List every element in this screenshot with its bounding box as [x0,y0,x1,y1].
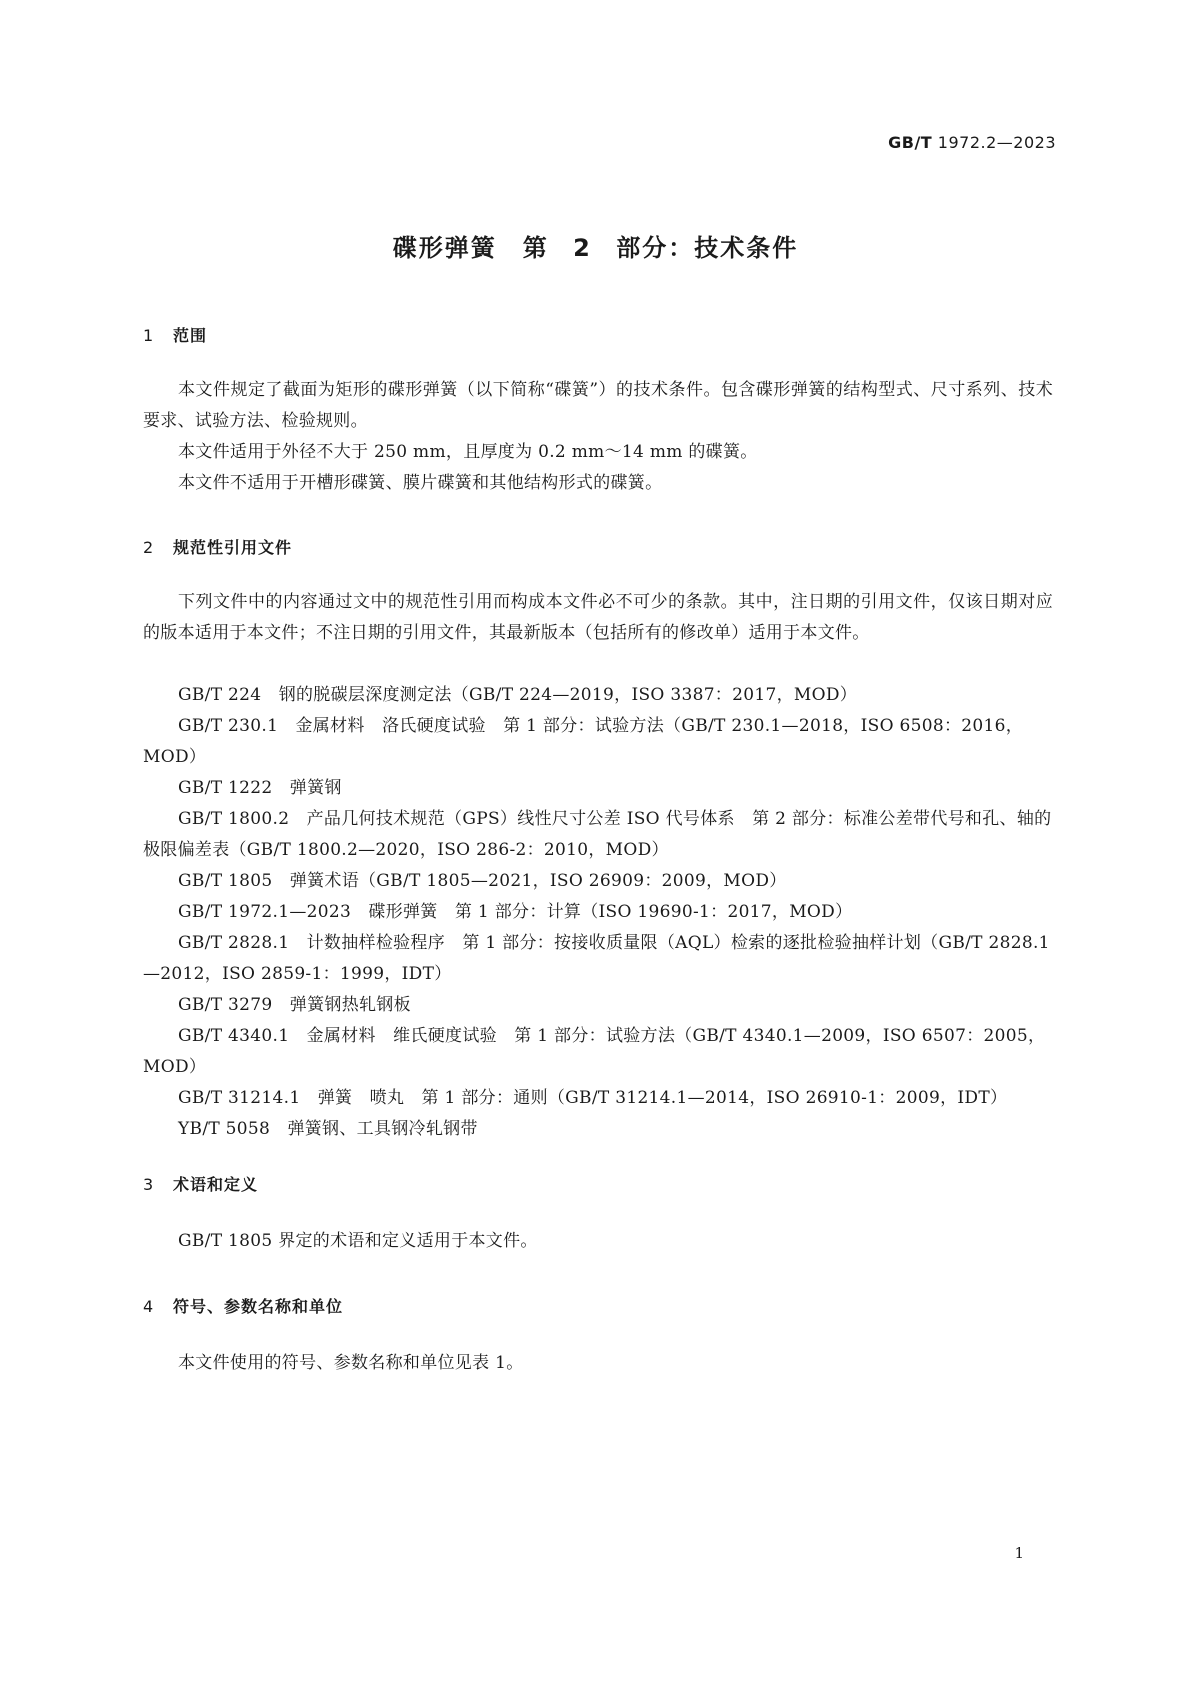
section-number: 4 [143,1297,155,1316]
section-4-heading [143,1294,343,1317]
section-number: 3 [143,1175,155,1194]
section-number: 2 [143,538,155,557]
section-title: 术语和定义 [173,1175,259,1194]
document-code [888,133,1056,152]
section-title: 规范性引用文件 [173,538,293,557]
reference-item: YB/T 5058 弹簧钢、工具钢冷轧钢带 [178,1119,478,1139]
reference-item: GB/T 2828.1 计数抽样检验程序 第 1 部分：按接收质量限（AQL）检索的逐批检验抽样计划（GB/T 2828.1—2012，ISO 2859-1：1999，IDT） [143,933,1050,984]
section-title: 符号、参数名称和单位 [173,1297,344,1316]
paragraph: 本文件适用于外径不大于 250 mm，且厚度为 0.2 mm～14 mm 的碟簧。 [178,442,758,462]
section-number: 1 [143,326,155,345]
section-2-heading [143,535,292,558]
section-3-heading [143,1172,258,1195]
document-code-number: 1972.2—2023 [937,133,1056,152]
paragraph: 本文件不适用于开槽形碟簧、膜片碟簧和其他结构形式的碟簧。 [178,473,663,493]
section-title: 范围 [173,326,208,345]
reference-item: GB/T 31214.1 弹簧 喷丸 第 1 部分：通则（GB/T 31214.1—2014，ISO 26910-1：2009，IDT） [178,1088,1008,1108]
paragraph: GB/T 1805 界定的术语和定义适用于本文件。 [178,1231,538,1251]
reference-item: GB/T 224 钢的脱碳层深度测定法（GB/T 224—2019，ISO 3387：2017，MOD） [178,685,858,705]
reference-item: GB/T 230.1 金属材料 洛氏硬度试验 第 1 部分：试验方法（GB/T 230.1—2018，ISO 6508：2016，MOD） [143,716,1024,767]
paragraph: 本文件规定了截面为矩形的碟形弹簧（以下简称“碟簧”）的技术条件。包含碟形弹簧的结构型式、尺寸系列、技术要求、试验方法、检验规则。 [143,380,1053,431]
reference-item: GB/T 3279 弹簧钢热轧钢板 [178,995,411,1015]
page-number: 1 [1014,1544,1024,1562]
reference-item: GB/T 4340.1 金属材料 维氏硬度试验 第 1 部分：试验方法（GB/T 4340.1—2009，ISO 6507：2005，MOD） [143,1026,1046,1077]
paragraph: 本文件使用的符号、参数名称和单位见表 1。 [178,1353,524,1373]
section-1-heading [143,323,207,346]
reference-item: GB/T 1800.2 产品几何技术规范（GPS）线性尺寸公差 ISO 代号体系 第 2 部分：标准公差带代号和孔、轴的极限偏差表（GB/T 1800.2—2020，ISO 286-2：2010，MOD） [143,809,1052,860]
reference-item: GB/T 1805 弹簧术语（GB/T 1805—2021，ISO 26909：2009，MOD） [178,871,787,891]
reference-item: GB/T 1222 弹簧钢 [178,778,342,798]
document-title: 碟形弹簧 第 2 部分：技术条件 [392,234,799,262]
document-code-prefix: GB/T [888,133,933,152]
paragraph: 下列文件中的内容通过文中的规范性引用而构成本文件必不可少的条款。其中，注日期的引用文件，仅该日期对应的版本适用于本文件；不注日期的引用文件，其最新版本（包括所有的修改单）适用于本文件。 [143,592,1053,643]
reference-item: GB/T 1972.1—2023 碟形弹簧 第 1 部分：计算（ISO 19690-1：2017，MOD） [178,902,853,922]
